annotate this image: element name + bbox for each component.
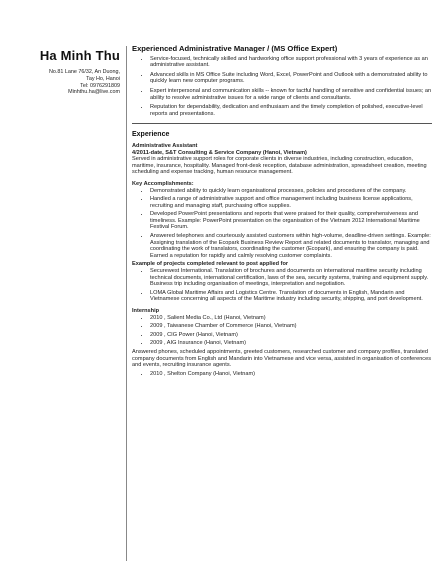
internship-list: [132, 315, 432, 347]
project-item: • LOMA Global Maritime Affairs and Logistics Centre. Translation of documents in English, Mandarin and Vietnamese concerning all aspects of the Maritime industry including security, shipping, and port development.: [150, 290, 432, 303]
accomplishment-item: • Handled a range of administrative support and office management including business license applications, recruiting and managing staff, purchasing office supplies.: [150, 196, 432, 209]
job-role: Administrative Assistant: [132, 142, 198, 149]
accomplishment-item: • Developed PowerPoint presentations and reports that were praised for their quality, comprehensiveness and timeliness. Example: PowerPoint presentation on the organisation of the Vietnam 2012 International Maritime Festival Forum.: [150, 211, 432, 231]
job-description: Served in administrative support roles for corporate clients in diverse industries, including construction, education, maritime, insurance, hospitality. Managed front-desk reception, database administration, spreadsheet creation, meeting scheduling and expense tracking, human resource management.: [132, 156, 427, 176]
experience-heading: Experience: [132, 131, 170, 139]
summary-list: [132, 56, 432, 118]
vertical-divider: [126, 46, 127, 561]
internship-list-2: [132, 371, 432, 378]
internship-item: • 2010 , Shelton Company (Hanoi, Vietnam): [150, 371, 432, 378]
summary-item: • Reputation for dependability, dedication and enthusiasm and the timely completion of polished, executive-level reports and presentations.: [150, 104, 432, 117]
accomplishments-list: [132, 188, 432, 260]
internship-heading: Internship: [132, 308, 160, 314]
address-line-1: No.81 Lane 76/32, An Duong,: [48, 69, 120, 75]
accomplishment-item: • Demonstrated ability to quickly learn organisational processes, policies and procedures of the company.: [150, 188, 432, 195]
accomplishment-item: • Answered telephones and courteously assisted customers within high-volume, deadline-driven settings. Example: Assigning translation of the Ecopark Business Review Report and related documents to translator, managing and coordinating the work of translators, coordinating the customer (Ecopark), and ensuring the company is paid. Earned a reputation for rapidly and calmly resolving customer complaints.: [150, 233, 432, 259]
email: Minhthu.ha@live.com: [68, 89, 120, 96]
section-divider: [132, 123, 432, 124]
contact-panel: [0, 48, 120, 96]
internship-item: • 2009 , CIG Power (Hanoi, Vietnam): [150, 332, 432, 339]
phone: Tel: 0976291809: [80, 82, 120, 89]
resume-title: Experienced Administrative Manager / (MS Office Expert): [132, 44, 338, 53]
accomplishments-heading: Key Accomplishments:: [132, 180, 194, 187]
project-item: • Securewest International. Translation of brochures and documents on international maritime security including technical documents, international certification, laws of the sea, security systems, training and equipment supply. Business trip including organisation of meetings, interpretation and negotiation.: [150, 268, 432, 288]
resume-body: [132, 46, 432, 379]
summary-item: • Expert interpersonal and communication skills -- known for tactful handling of sensitive and confidential issues; an ability to resolve administrative issues for a wide range of clients and consultants.: [150, 88, 432, 101]
internship-description: Answered phones, scheduled appointments, greeted customers, researched customer and company profiles, translated company documents from English and Mandarin into Vietnamese and vice versa, assisted in organisation of conferences and events, recruiting insurance agents.: [132, 348, 432, 369]
candidate-name: Ha Minh Thu: [39, 48, 120, 63]
address-line-2: Tay Ho, Hanoi: [86, 75, 120, 82]
projects-heading: Example of projects completed relevant to post applied for: [132, 261, 289, 268]
summary-item: • Advanced skills in MS Office Suite including Word, Excel, PowerPoint and Outlook with a demonstrated ability to quickly learn new computer programs.: [150, 72, 432, 85]
contact-details: [0, 69, 120, 96]
internship-item: • 2009 , Taiwanese Chamber of Commerce (Hanoi, Vietnam): [150, 323, 432, 330]
internship-item: • 2010 , Salient Media Co., Ltd (Hanoi, Vietnam): [150, 315, 432, 322]
projects-list: [132, 268, 432, 303]
internship-item: • 2009 , AIG Insurance (Hanoi, Vietnam): [150, 340, 432, 347]
summary-item: • Service-focused, technically skilled and hardworking office support professional with 3 years of experience as an administrative assistant.: [150, 56, 432, 69]
job-company: 4/2011-date, S&T Consulting & Service Company (Hanoi, Vietnam): [132, 149, 307, 156]
